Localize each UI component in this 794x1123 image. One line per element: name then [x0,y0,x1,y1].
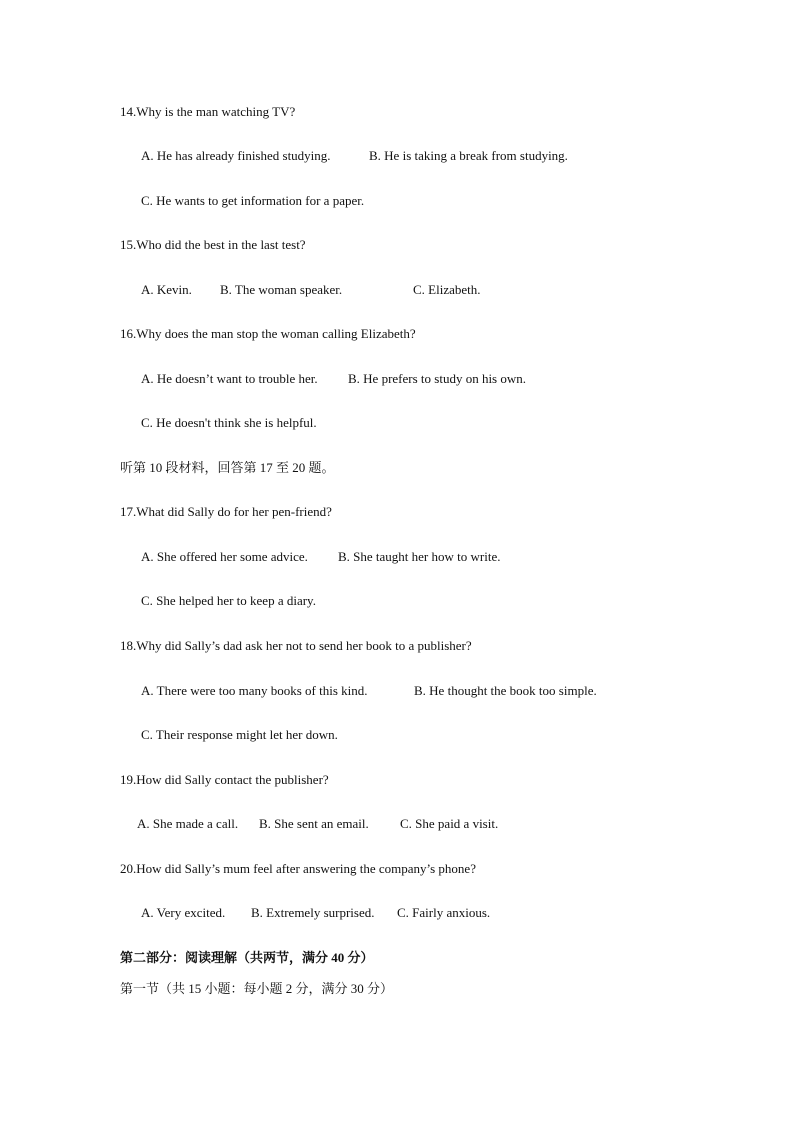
q20-option-a: A. Very excited. [141,905,226,920]
q20-option-c: C. Fairly anxious. [397,905,491,920]
q16-option-b: B. He prefers to study on his own. [348,371,527,386]
q18-option-b: B. He thought the book too simple. [414,683,597,698]
question-19: 19.How did Sally contact the publisher? [120,772,329,787]
q16-option-a: A. He doesn’t want to trouble her. [141,371,318,386]
q19-option-a: A. She made a call. [137,816,239,831]
q14-option-a: A. He has already finished studying. [141,148,331,163]
q18-option-c: C. Their response might let her down. [141,727,338,742]
question-17: 17.What did Sally do for her pen-friend? [120,504,332,519]
section-one-heading: 第一节（共 15 小题：每小题 2 分，满分 30 分） [120,981,394,996]
q15-option-a: A. Kevin. [141,282,192,297]
q14-option-c: C. He wants to get information for a paper. [141,193,365,208]
q17-option-b: B. She taught her how to write. [338,549,501,564]
section-instruction: 听第 10 段材料，回答第 17 至 20 题。 [120,460,335,475]
question-16: 16.Why does the man stop the woman calling Elizabeth? [120,326,416,341]
q17-option-c: C. She helped her to keep a diary. [141,593,316,608]
q14-option-b: B. He is taking a break from studying. [369,148,568,163]
q17-option-a: A. She offered her some advice. [141,549,308,564]
question-14: 14.Why is the man watching TV? [120,104,296,119]
question-18: 18.Why did Sally’s dad ask her not to send her book to a publisher? [120,638,472,653]
question-15: 15.Who did the best in the last test? [120,237,306,252]
q15-option-b: B. The woman speaker. [220,282,343,297]
q16-option-c: C. He doesn't think she is helpful. [141,415,317,430]
q18-option-a: A. There were too many books of this kind. [141,683,368,698]
part-two-heading: 第二部分：阅读理解（共两节，满分 40 分） [120,950,374,965]
q19-option-b: B. She sent an email. [259,816,369,831]
q19-option-c: C. She paid a visit. [400,816,499,831]
q15-option-c: C. Elizabeth. [413,282,481,297]
question-20: 20.How did Sally’s mum feel after answering the company’s phone? [120,861,476,876]
q20-option-b: B. Extremely surprised. [251,905,375,920]
